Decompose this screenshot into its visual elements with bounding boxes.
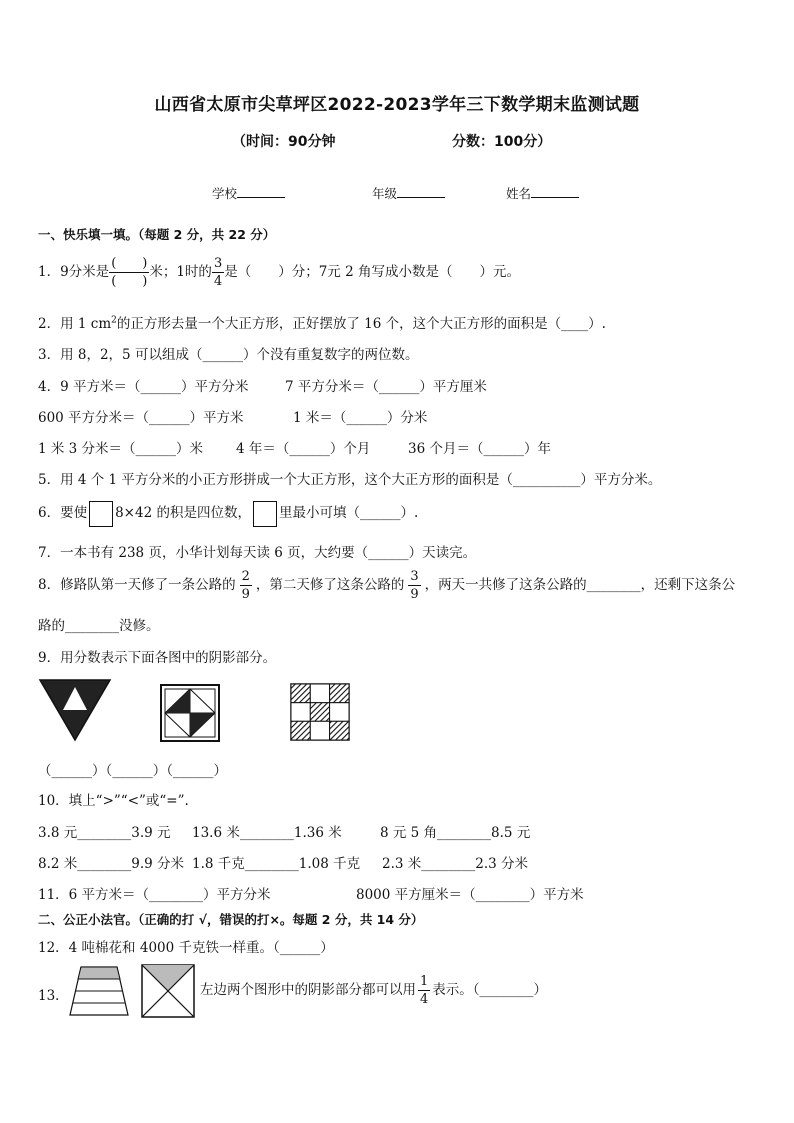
q11-part-b: 8000 平方厘米＝（________）平方米: [356, 887, 584, 903]
q4-row1b: 7 平方分米＝（______）平方厘米: [285, 379, 487, 395]
q1-frac-bottom: ( ): [111, 274, 148, 289]
q13-fraction-1-4: [418, 975, 430, 1006]
q1-frac2-bottom: 4: [213, 274, 223, 289]
q8-text-c: ，两天一共修了这条公路的________，还剩下这条公: [424, 577, 736, 593]
q6-digit-box-1[interactable]: [89, 501, 113, 527]
q8-f1-top: 2: [241, 569, 250, 584]
q1-frac-top: ( ): [111, 256, 148, 271]
q9-grid-cell-00: [291, 684, 310, 703]
section2-heading: 二、公正小法官。（正确的打 √，错误的打×。每题 2 分，共 14 分）: [38, 912, 424, 927]
grade-label: 年级: [372, 186, 398, 201]
q10-row1c: 8 元 5 角________8.5 元: [380, 825, 531, 841]
q1-fraction-3-4: [212, 257, 224, 288]
q10-row2b: 1.8 千克________1.08 千克: [192, 856, 361, 872]
school-label: 学校: [212, 186, 238, 201]
q4-row1a: 4．9 平方米＝（______）平方分米: [38, 379, 249, 395]
q8-f1-bottom: 9: [241, 587, 250, 602]
q9-square-diamond-figure: [160, 684, 220, 742]
q9-grid-cell-12: [330, 703, 349, 722]
q6-digit-box-2[interactable]: [253, 501, 277, 527]
q8-f2-top: 3: [410, 569, 419, 584]
question-12: 12．4 吨棉花和 4000 千克铁一样重。（______）: [38, 940, 334, 956]
question-3: 3．用 8，2，5 可以组成（______）个没有重复数字的两位数。: [38, 347, 419, 363]
q1-mid: 米；1时的: [149, 264, 212, 280]
q1-fraction-blank[interactable]: [109, 257, 149, 288]
question-8: [38, 565, 735, 605]
q1-prefix: 1．9分米是: [38, 264, 110, 280]
q9-grid-cell-20: [291, 721, 310, 740]
q8-text-a: 8．修路队第一天修了一条公路的: [38, 577, 236, 593]
q13-text-b: 表示。（________）: [432, 982, 548, 998]
q9-grid-cell-01: [310, 684, 329, 703]
grade-field: [372, 184, 445, 202]
q9-triangle-figure: [38, 678, 112, 742]
name-label: 姓名: [506, 186, 532, 201]
q4-row2b: 1 米＝（______）分米: [293, 410, 428, 426]
time-label: （时间：90分钟: [232, 134, 336, 150]
q1-suffix: 是（ ）分；7元 2 角写成小数是（ ）元。: [224, 264, 520, 280]
q13-trapezoid-figure: [68, 965, 130, 1017]
q13-number: 13．: [38, 988, 69, 1004]
score-label: 分数：100分）: [452, 134, 552, 150]
q10-row1a: 3.8 元________3.9 元: [38, 825, 171, 841]
page-title: 山西省太原市尖草坪区2022-2023学年三下数学期末监测试题: [154, 95, 640, 115]
q9-grid-cell-21: [310, 721, 329, 740]
q4-row3b: 4 年＝（______）个月: [236, 441, 371, 457]
q1-frac2-top: 3: [213, 256, 223, 271]
grade-blank[interactable]: [397, 185, 445, 198]
q13-text-a: 左边两个图形中的阴影部分都可以用: [200, 982, 416, 998]
q13-f-top: 1: [420, 974, 429, 989]
question-1: [38, 250, 520, 294]
question-6: [38, 498, 418, 528]
q9-grid-cell-10: [291, 703, 310, 722]
school-blank[interactable]: [237, 185, 285, 198]
q10-row2c: 2.3 米________2.3 分米: [382, 856, 529, 872]
q9-grid-cell-22: [330, 721, 349, 740]
question-2: [38, 312, 606, 332]
q4-row2a: 600 平方分米＝（______）平方米: [38, 410, 244, 426]
q2-text-a: 2．用 1 cm: [38, 316, 112, 332]
question-7: 7．一本书有 238 页，小华计划每天读 6 页，大约要（______）天读完。: [38, 545, 477, 561]
name-field: [506, 184, 579, 202]
q8-fraction-2-9: [240, 570, 252, 601]
name-blank[interactable]: [531, 185, 579, 198]
q9-grid-figure: [290, 683, 350, 741]
q9-answer-blanks[interactable]: （______）（______）（______）: [38, 763, 227, 779]
q4-row3c: 36 个月＝（______）年: [408, 441, 551, 457]
q8-f2-bottom: 9: [410, 587, 419, 602]
q2-text-b: 的正方形去量一个大正方形，正好摆放了 16 个，这个大正方形的面积是（____）.: [116, 316, 606, 332]
question-10: 10．填上“>”“<”或“=”.: [38, 793, 189, 809]
question-9: 9．用分数表示下面各图中的阴影部分。: [38, 650, 277, 666]
q10-row2a: 8.2 米________9.9 分米: [38, 856, 185, 872]
q13-square-figure: [141, 964, 195, 1018]
q8-text-b: ，第二天修了这条公路的: [255, 577, 405, 593]
q13-f-bottom: 4: [420, 992, 429, 1007]
section1-heading: 一、快乐填一填。（每题 2 分，共 22 分）: [38, 227, 276, 242]
q9-grid-cell-02: [330, 684, 349, 703]
question-5: 5．用 4 个 1 平方分米的小正方形拼成一个大正方形，这个大正方形的面积是（__________）平方分米。: [38, 472, 662, 488]
q10-row1b: 13.6 米________1.36 米: [192, 825, 342, 841]
q13-trapezoid-shaded: [78, 967, 120, 979]
q6-text-b: 8×42 的积是四位数，: [115, 505, 251, 521]
q8-fraction-3-9: [408, 570, 420, 601]
q9-grid-cell-11: [310, 703, 329, 722]
q8-line2: 路的________没修。: [38, 618, 160, 634]
q6-text-a: 6．要使: [38, 505, 88, 521]
school-field: [212, 184, 285, 202]
q4-row3a: 1 米 3 分米＝（______）米: [38, 441, 204, 457]
q6-text-c: 里最小可填（______）.: [278, 505, 419, 521]
q2-superscript: 2: [111, 315, 117, 326]
question-13: [200, 970, 547, 1010]
q11-part-a: 11．6 平方米＝（________）平方分米: [38, 887, 271, 903]
